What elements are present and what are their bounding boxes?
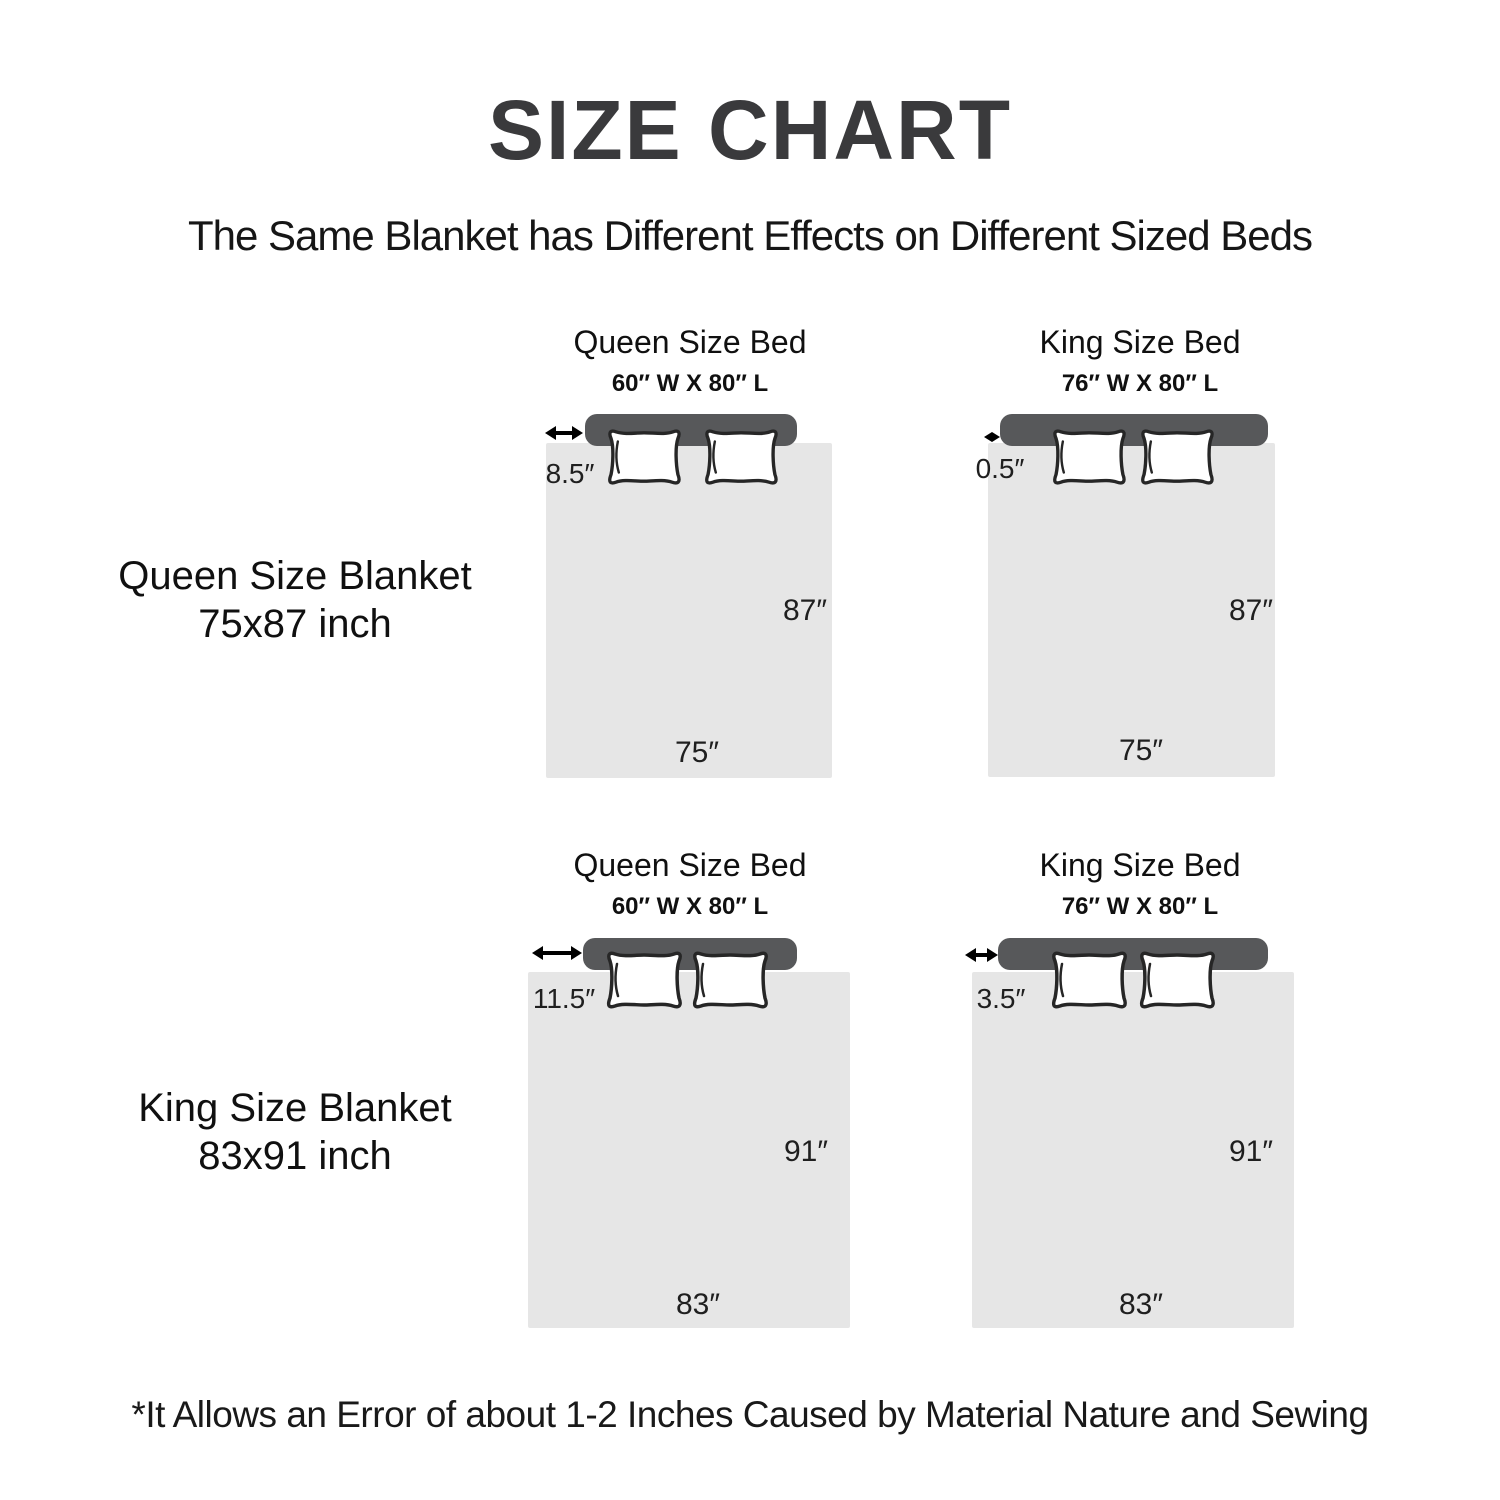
blanket-label-queen (95, 552, 495, 648)
overhang-arrow-icon (532, 942, 582, 964)
bed-title: Queen Size Bed (573, 847, 807, 883)
pillow-icon (1135, 426, 1219, 488)
diagram-king-blanket-queen-bed (500, 843, 880, 1343)
blanket-label-queen-size: 75x87 inch (198, 602, 392, 646)
blanket-width-label: 75″ (1119, 734, 1163, 767)
headboard (1000, 414, 1268, 446)
blanket-width-label: 83″ (1119, 1288, 1163, 1321)
page-subtitle: The Same Blanket has Different Effects on Different Sized Beds (188, 212, 1312, 259)
overhang-arrow-icon (984, 426, 999, 448)
pillow-icon (1047, 426, 1131, 488)
diagram-queen-blanket-king-bed (960, 320, 1320, 790)
bed-title: Queen Size Bed (573, 324, 807, 360)
blanket-label-king-name: King Size Blanket (138, 1086, 452, 1130)
overhang-label: 8.5″ (545, 458, 595, 489)
blanket-length-label: 87″ (783, 594, 827, 627)
overhang-arrow-icon (545, 422, 583, 444)
diagram-queen-blanket-queen-bed (510, 320, 870, 790)
bed-title: King Size Bed (1039, 847, 1241, 883)
headboard (998, 938, 1268, 970)
pillow-icon (1047, 948, 1131, 1012)
blanket-width-label: 75″ (675, 736, 719, 769)
page-title: SIZE CHART (488, 83, 1012, 177)
pillow-icon (1135, 948, 1219, 1012)
bed-size-label: 76″ W X 80″ L (1061, 370, 1219, 397)
blanket-length-label: 91″ (1229, 1135, 1273, 1168)
blanket-label-king (95, 1084, 495, 1180)
overhang-arrow-icon (965, 944, 998, 966)
bed-size-label: 76″ W X 80″ L (1061, 893, 1219, 920)
overhang-label: 11.5″ (532, 983, 596, 1014)
blanket-label-queen-name: Queen Size Blanket (118, 554, 472, 598)
overhang-label: 0.5″ (975, 453, 1025, 484)
bed-title: King Size Bed (1039, 324, 1241, 360)
blanket-length-label: 91″ (784, 1135, 828, 1168)
pillow-icon (602, 426, 686, 488)
blanket-length-label: 87″ (1229, 594, 1273, 627)
pillow-icon (602, 948, 686, 1012)
pillow-icon (698, 426, 784, 488)
blanket-width-label: 83″ (676, 1288, 720, 1321)
pillow-icon (688, 948, 772, 1012)
overhang-label: 3.5″ (976, 983, 1026, 1014)
bed-size-label: 60″ W X 80″ L (611, 370, 769, 397)
footnote: *It Allows an Error of about 1-2 Inches Caused by Material Nature and Sewing (131, 1394, 1369, 1435)
diagram-king-blanket-king-bed (950, 843, 1330, 1343)
bed-size-label: 60″ W X 80″ L (611, 893, 769, 920)
blanket-label-king-size: 83x91 inch (198, 1134, 392, 1178)
